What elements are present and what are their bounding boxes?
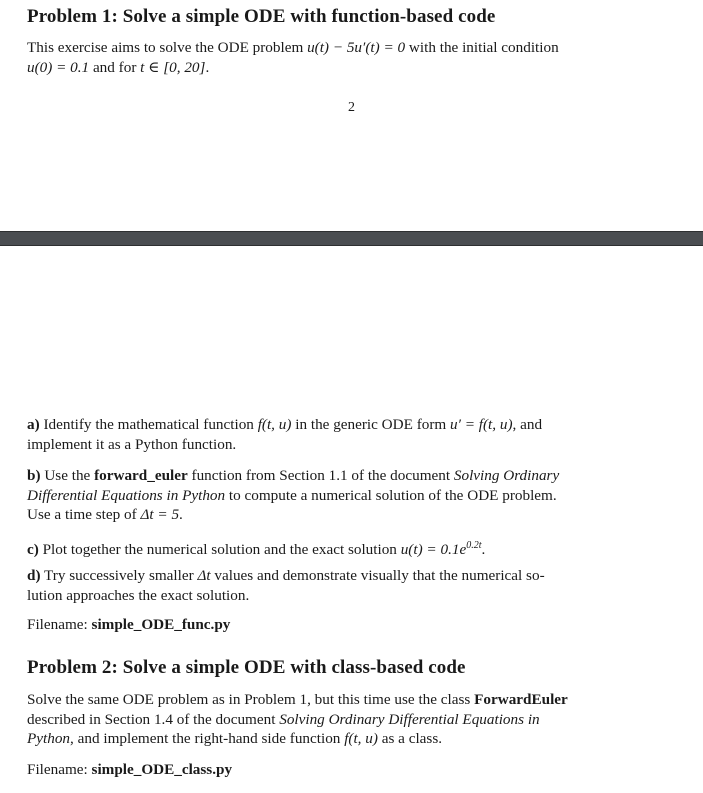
problem2-text-4: as a class.: [377, 730, 443, 747]
question-a: [27, 415, 623, 454]
problem2-text-3: , and implement the right-hand side function: [70, 730, 345, 747]
question-d-text: [27, 566, 623, 605]
question-b-label: b): [27, 467, 41, 484]
problem2-document-title-2: Python: [27, 730, 71, 747]
question-c-text-1: Plot together the numerical solution and the exact solution: [38, 541, 401, 558]
ode-expression: u(t) − 5u′(t) = 0: [307, 39, 406, 56]
document-title-part-2: Differential Equations in Python: [27, 486, 226, 504]
intro-text-2: with the initial condition: [405, 39, 559, 56]
question-c: [27, 536, 623, 560]
problem1-intro: [27, 38, 623, 77]
forward-euler-function-name: forward_euler: [94, 467, 188, 484]
exact-solution-exponent: 0.2t: [466, 540, 482, 551]
question-d-text-3: lution approaches the exact solution.: [27, 586, 250, 604]
page-separator: [0, 232, 703, 245]
time-step-value: Δt = 5: [140, 506, 180, 523]
problem2-function-f: f(t, u): [344, 730, 378, 747]
problem2-text-2: described in Section 1.4 of the document: [27, 710, 280, 728]
filename-label-2: Filename:: [27, 761, 92, 778]
exact-solution: u(t) = 0.1e: [400, 541, 467, 558]
question-b-text-2: function from Section 1.1 of the document: [187, 467, 454, 484]
problem1-title: Problem 1: Solve a simple ODE with function-based code: [27, 6, 496, 27]
question-b-text-1: Use the: [40, 467, 95, 484]
problem2-body: [27, 690, 623, 749]
question-b-text-4: Use a time step of: [27, 506, 141, 523]
delta-t: Δt: [197, 567, 211, 584]
forward-euler-class-name: ForwardEuler: [474, 691, 568, 708]
intro-text-3: and for: [89, 58, 141, 76]
time-range: t ∈ [0, 20]: [140, 58, 206, 76]
problem1-filename: [27, 615, 623, 635]
question-b: [27, 466, 623, 525]
problem2-text-1: Solve the same ODE problem as in Problem 1, but this time use the class: [27, 691, 475, 708]
question-a-text-3: , and: [512, 416, 543, 433]
problem2-filename: [27, 760, 623, 780]
question-c-text: [27, 536, 623, 560]
question-d-label: d): [27, 567, 41, 584]
question-a-text-2: in the generic ODE form: [291, 416, 451, 433]
question-c-label: c): [27, 541, 39, 558]
question-b-text-5: .: [179, 506, 183, 523]
intro-text-4: .: [205, 58, 210, 76]
ode-generic-form: u′ = f(t, u): [450, 416, 513, 433]
function-f: f(t, u): [257, 416, 292, 433]
problem2-title: Problem 2: Solve a simple ODE with class-based code: [27, 657, 466, 678]
problem1-intro-text: [27, 38, 623, 77]
page-top-section: [0, 0, 703, 230]
problem2-document-title: Solving Ordinary Differential Equations in: [279, 710, 540, 728]
page-bottom-section: [0, 247, 703, 793]
question-c-text-2: .: [481, 541, 486, 558]
filename-value-2: simple_ODE_class.py: [91, 761, 233, 778]
problem2-text: [27, 690, 623, 749]
filename-label: Filename:: [27, 616, 92, 633]
problem1-filename-line: [27, 615, 623, 635]
filename-value: simple_ODE_func.py: [91, 616, 231, 633]
question-d-text-2: values and demonstrate visually that the numerical so-: [210, 567, 545, 584]
problem2-header: [27, 657, 623, 679]
question-a-text-4: implement it as a Python function.: [27, 435, 237, 453]
problem2-filename-line: [27, 760, 623, 780]
problem1-header: [27, 6, 623, 28]
question-b-text-3: to compute a numerical solution of the ODE problem.: [225, 486, 557, 504]
question-b-text: [27, 466, 623, 525]
document-title-part-1: Solving Ordinary: [453, 467, 560, 484]
intro-text-1: This exercise aims to solve the ODE problem: [27, 39, 308, 56]
question-a-label: a): [27, 416, 40, 433]
question-d-text-1: Try successively smaller: [40, 567, 198, 584]
page-number: 2: [348, 100, 355, 115]
question-a-text-1: Identify the mathematical function: [39, 416, 258, 433]
question-a-text: [27, 415, 623, 454]
initial-condition: u(0) = 0.1: [27, 58, 90, 76]
question-d: [27, 566, 623, 605]
